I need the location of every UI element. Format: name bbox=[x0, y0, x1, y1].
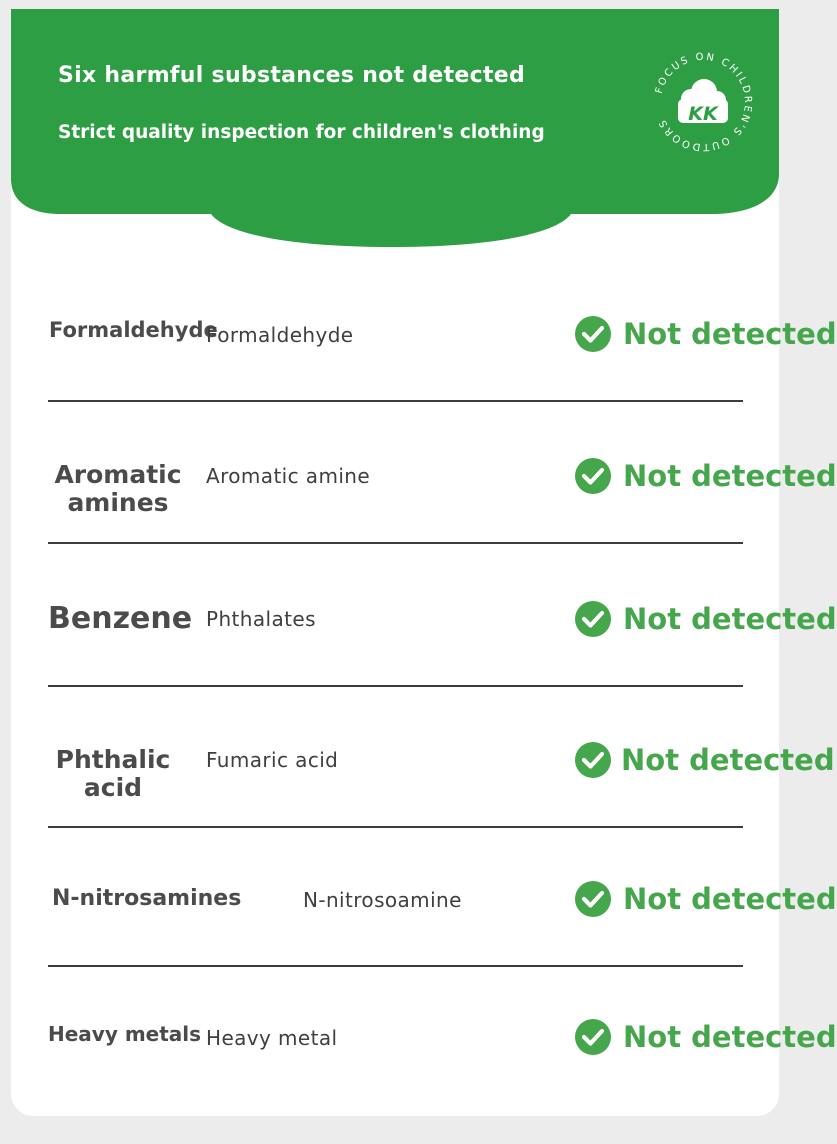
substance-description: Aromatic amine bbox=[206, 464, 371, 488]
check-circle-icon bbox=[575, 742, 611, 778]
substance-name: N-nitrosamines bbox=[52, 886, 242, 911]
substance-description: N-nitrosoamine bbox=[303, 888, 462, 912]
status-text: Not detected bbox=[623, 1020, 837, 1054]
status-text: Not detected bbox=[621, 743, 835, 777]
substance-description: Phthalates bbox=[206, 607, 316, 631]
substance-name: Formaldehyde bbox=[49, 318, 218, 342]
logo-mark: KK bbox=[688, 103, 718, 125]
banner-subtitle: Strict quality inspection for children's clothing bbox=[58, 122, 545, 143]
row-divider bbox=[48, 685, 743, 687]
status-text: Not detected bbox=[623, 882, 837, 916]
row-divider bbox=[48, 826, 743, 828]
row-divider bbox=[48, 542, 743, 544]
status-text: Not detected bbox=[623, 459, 837, 493]
check-circle-icon bbox=[575, 1019, 611, 1055]
inspection-card bbox=[11, 9, 837, 1116]
substance-description: Fumaric acid bbox=[206, 748, 339, 772]
check-circle-icon bbox=[575, 601, 611, 637]
row-divider bbox=[48, 400, 743, 402]
banner-title: Six harmful substances not detected bbox=[58, 63, 526, 88]
row-divider bbox=[48, 965, 743, 967]
status-text: Not detected bbox=[623, 602, 837, 636]
status-text: Not detected bbox=[623, 317, 837, 351]
substance-name: Benzene bbox=[48, 601, 193, 636]
substance-description: Formaldehyde bbox=[206, 323, 354, 347]
check-circle-icon bbox=[575, 458, 611, 494]
check-circle-icon bbox=[575, 881, 611, 917]
substance-description: Heavy metal bbox=[206, 1026, 338, 1050]
substance-name: Phthalic acid bbox=[55, 745, 171, 802]
brand-logo bbox=[648, 47, 758, 157]
substance-name: Aromatic amines bbox=[54, 460, 182, 517]
substance-name: Heavy metals bbox=[48, 1022, 202, 1046]
logo-ring-text: FOCUS ON CHILDREN'S OUTDOORS bbox=[653, 51, 754, 153]
check-circle-icon bbox=[575, 316, 611, 352]
